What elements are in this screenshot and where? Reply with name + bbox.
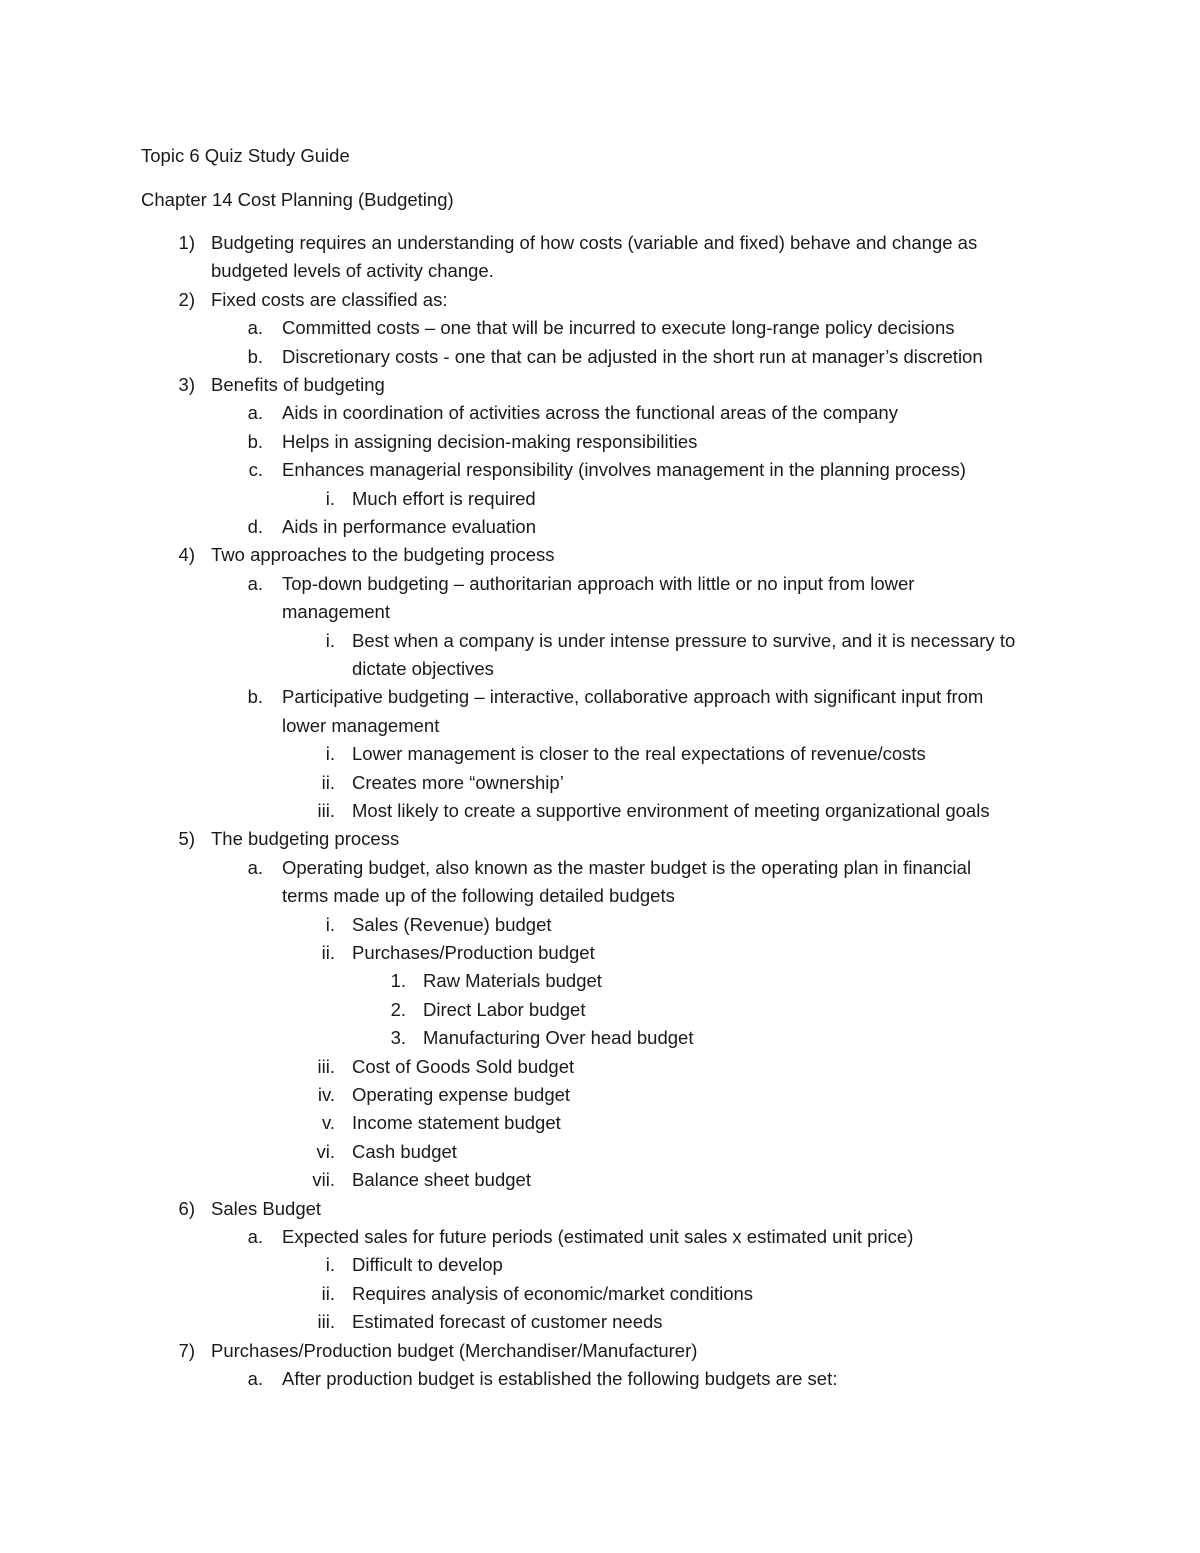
list-item-text: Budgeting requires an understanding of how costs (variable and fixed) behave and change as xyxy=(211,232,978,253)
list-item-text: Sales Budget xyxy=(211,1197,322,1219)
list-marker: a. xyxy=(247,402,263,424)
list-marker: vii. xyxy=(312,1169,335,1191)
list-marker: d. xyxy=(247,516,263,537)
list-item-text: Benefits of budgeting xyxy=(211,374,385,395)
list-item-text: Discretionary costs - one that can be adjusted in the short run at manager’s discretion xyxy=(282,345,983,367)
list-marker: a. xyxy=(247,856,263,878)
list-marker: b. xyxy=(247,686,263,708)
list-marker: v. xyxy=(321,1112,335,1134)
list-item-text: Purchases/Production budget (Merchandiser/Manufacturer) xyxy=(211,1339,698,1361)
list-marker: 3) xyxy=(178,374,195,395)
list-marker: i. xyxy=(325,913,335,935)
list-marker: iii. xyxy=(317,1055,335,1077)
list-item-text: Difficult to develop xyxy=(352,1254,503,1276)
list-marker: i. xyxy=(325,629,335,651)
list-item-text: Aids in performance evaluation xyxy=(282,516,537,537)
list-item-text: Purchases/Production budget xyxy=(352,942,595,963)
list-item-text: Operating expense budget xyxy=(352,1084,571,1105)
list-item-text: Cost of Goods Sold budget xyxy=(352,1055,575,1077)
list-item-text: Top-down budgeting – authoritarian approach with little or no input from lower xyxy=(282,572,915,594)
list-marker: 2) xyxy=(178,288,195,310)
list-item-text: Creates more “ownership’ xyxy=(352,771,564,793)
list-marker: i. xyxy=(325,1254,335,1276)
list-item-text: Requires analysis of economic/market conditions xyxy=(352,1282,754,1304)
list-item-text: Sales (Revenue) budget xyxy=(352,913,552,935)
list-item-text: Lower management is closer to the real expectations of revenue/costs xyxy=(352,743,926,765)
list-item-text: The budgeting process xyxy=(211,828,400,850)
list-item-text: Operating budget, also known as the master budget is the operating plan in financial xyxy=(282,856,972,878)
list-item-text: management xyxy=(282,601,390,623)
list-item-text: budgeted levels of activity change. xyxy=(211,260,494,282)
list-item-text: Cash budget xyxy=(352,1140,457,1162)
list-item-text: Aids in coordination of activities across the functional areas of the company xyxy=(282,402,898,424)
list-item-text: Participative budgeting – interactive, collaborative approach with significant input from xyxy=(282,686,984,708)
list-marker: a. xyxy=(247,1368,263,1389)
list-marker: ii. xyxy=(321,771,335,793)
list-marker: a. xyxy=(247,317,263,339)
list-marker: a. xyxy=(247,572,263,594)
list-marker: a. xyxy=(247,1226,263,1247)
list-item-text: Two approaches to the budgeting process xyxy=(211,544,555,566)
list-marker: 5) xyxy=(178,828,195,850)
list-marker: 7) xyxy=(178,1339,195,1361)
list-item-text: Expected sales for future periods (estimated unit sales x estimated unit price) xyxy=(282,1226,914,1247)
list-item-text: dictate objectives xyxy=(352,658,494,679)
list-marker: 1) xyxy=(178,232,195,253)
list-item-text: Helps in assigning decision-making responsibilities xyxy=(282,430,698,452)
list-marker: b. xyxy=(247,430,263,452)
list-item-text: Raw Materials budget xyxy=(423,970,602,992)
list-marker: ii. xyxy=(321,942,335,963)
list-item-text: Committed costs – one that will be incurred to execute long-range policy decisions xyxy=(282,317,955,339)
list-marker: i. xyxy=(325,487,335,509)
chapter-heading: Chapter 14 Cost Planning (Budgeting) xyxy=(141,189,454,210)
list-item-text: Direct Labor budget xyxy=(423,998,586,1020)
list-item-text: Balance sheet budget xyxy=(352,1169,531,1191)
list-marker: ii. xyxy=(321,1282,335,1304)
list-marker: iii. xyxy=(317,1311,335,1333)
list-item-text: lower management xyxy=(282,714,440,736)
list-item-text: Much effort is required xyxy=(352,487,536,509)
document-title: Topic 6 Quiz Study Guide xyxy=(141,145,350,166)
list-item-text: After production budget is established the following budgets are set: xyxy=(282,1368,838,1389)
list-marker: b. xyxy=(247,345,263,367)
list-item-text: Most likely to create a supportive environment of meeting organizational goals xyxy=(352,800,990,821)
list-marker: 6) xyxy=(178,1197,195,1219)
list-item-text: Income statement budget xyxy=(352,1112,561,1134)
list-item-text: terms made up of the following detailed budgets xyxy=(282,885,675,907)
list-marker: iii. xyxy=(317,800,335,821)
list-item-text: Enhances managerial responsibility (involves management in the planning process) xyxy=(282,459,966,481)
list-marker: 3. xyxy=(390,1027,406,1049)
list-marker: i. xyxy=(325,743,335,765)
list-marker: c. xyxy=(248,459,263,481)
list-marker: vi. xyxy=(316,1140,335,1162)
list-item-text: Fixed costs are classified as: xyxy=(211,288,448,310)
list-marker: iv. xyxy=(317,1084,335,1105)
list-item-text: Best when a company is under intense pressure to survive, and it is necessary to xyxy=(352,629,1016,651)
list-marker: 4) xyxy=(178,544,195,566)
list-item-text: Estimated forecast of customer needs xyxy=(352,1311,663,1333)
list-marker: 1. xyxy=(390,970,406,992)
list-marker: 2. xyxy=(390,998,406,1020)
list-item-text: Manufacturing Over head budget xyxy=(423,1027,694,1049)
